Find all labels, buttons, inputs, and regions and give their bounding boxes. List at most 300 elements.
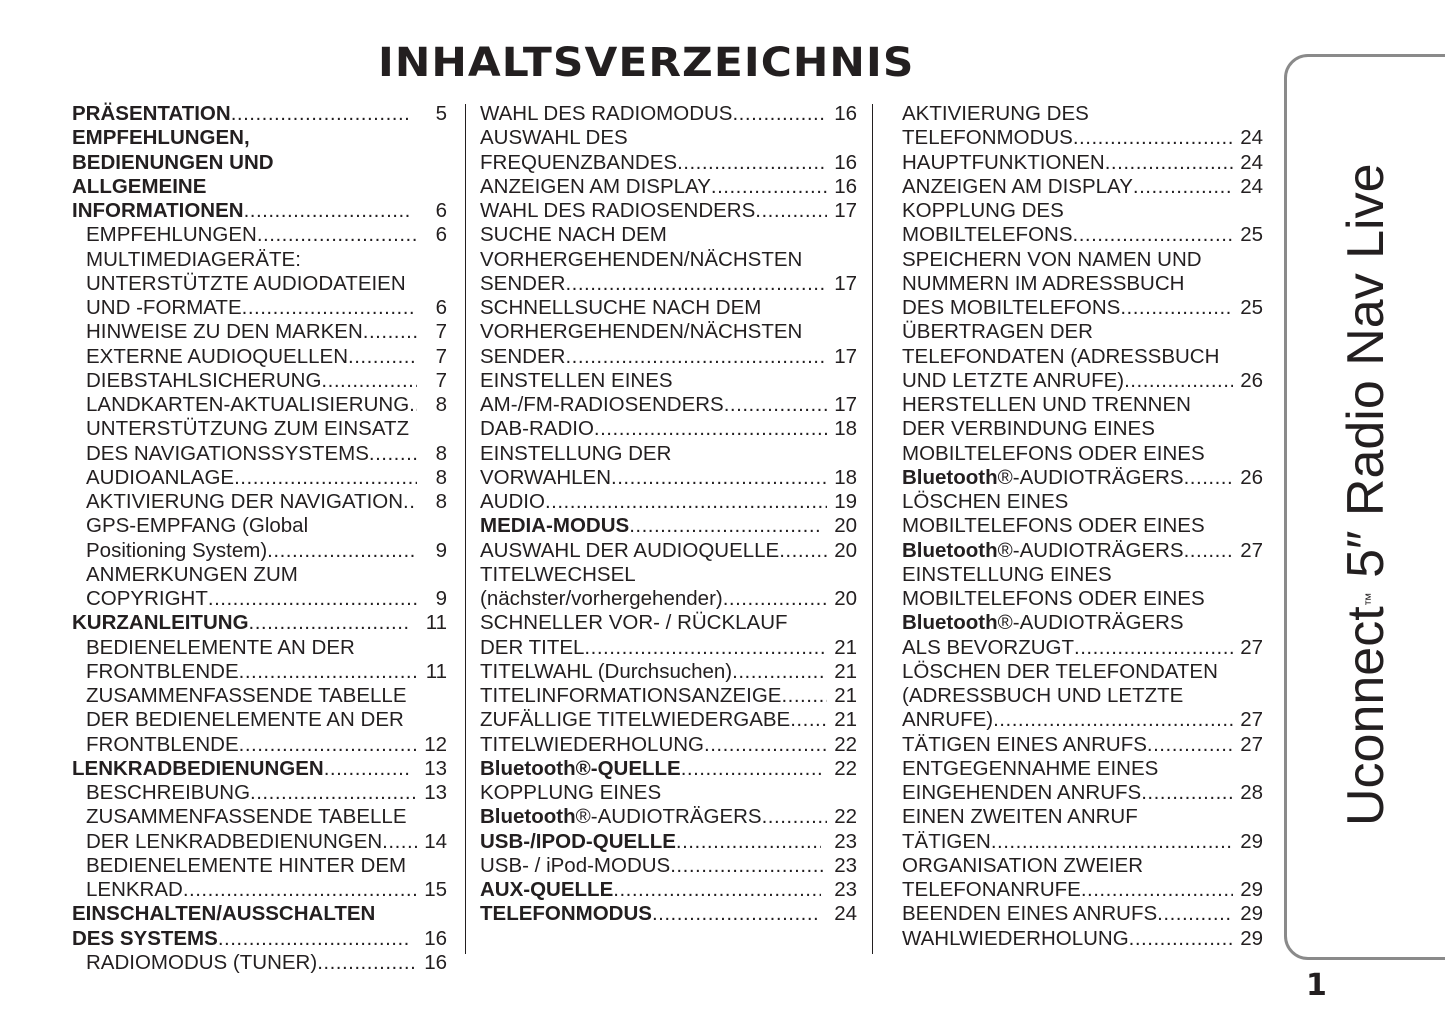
toc-page-number: 8 <box>435 490 447 513</box>
toc-page-number: 19 <box>834 490 857 513</box>
toc-page-number: 29 <box>1240 926 1263 950</box>
toc-entry <box>480 369 857 393</box>
dot-leader <box>324 757 411 781</box>
toc-entry <box>72 539 447 563</box>
toc-entry-label: MOBILTELEFONS <box>902 223 1073 247</box>
toc-page-number: 7 <box>435 368 447 392</box>
dot-leader <box>218 927 411 951</box>
dot-leader <box>250 781 417 805</box>
dot-leader <box>234 466 417 490</box>
dot-leader <box>239 660 417 684</box>
toc-entry-text <box>902 126 1073 150</box>
toc-entry <box>902 393 1263 417</box>
toc-page-number: 13 <box>424 781 447 804</box>
dot-leader <box>267 539 417 563</box>
toc-entry-label: ANRUFE) <box>902 708 994 732</box>
toc-page-number: 7 <box>435 320 447 344</box>
toc-entry-text <box>72 611 249 635</box>
toc-entry-label: USB- / iPod-MODUS <box>480 853 671 877</box>
toc-section-heading <box>480 757 857 781</box>
toc-entry-text <box>72 757 324 781</box>
toc-entry-text <box>86 951 317 975</box>
toc-entry-label: ®-AUDIOTRÄGERS <box>997 538 1184 562</box>
toc-entry-text <box>480 878 613 902</box>
dot-leader <box>711 175 827 199</box>
toc-page-number: 25 <box>1240 223 1263 247</box>
toc-entry <box>902 878 1263 902</box>
toc-entry-text <box>72 902 375 926</box>
toc-entry-label: AUSWAHL DES <box>480 126 628 150</box>
toc-page-number: 17 <box>834 393 857 416</box>
toc-entry-label: ZUSAMMENFASSENDE TABELLE <box>86 805 407 829</box>
toc-page-number: 13 <box>424 756 447 780</box>
toc-entry-text <box>480 539 779 563</box>
dot-leader <box>1105 151 1233 175</box>
toc-entry <box>480 805 857 829</box>
toc-entry <box>902 660 1263 684</box>
toc-entry-text <box>72 199 244 223</box>
trademark-mark: ™ <box>1362 592 1378 607</box>
toc-page-number: 20 <box>834 514 857 538</box>
toc-entry-label: SUCHE NACH DEM <box>480 223 667 247</box>
toc-entry-text <box>902 248 1202 272</box>
dot-leader <box>1157 902 1233 926</box>
toc-entry-text <box>480 320 802 344</box>
dot-leader <box>382 830 417 854</box>
toc-entry-text <box>86 539 267 563</box>
toc-entry-label: TELEFONANRUFE <box>902 878 1081 901</box>
dot-leader <box>584 636 827 660</box>
chapter-tab-title <box>1336 163 1396 826</box>
toc-entry-text <box>86 854 406 878</box>
dot-leader <box>723 587 827 611</box>
toc-entry-label: (nächster/vorhergehender) <box>480 587 723 610</box>
dot-leader <box>613 878 821 902</box>
toc-page-number: 27 <box>1240 732 1263 756</box>
toc-entry <box>480 539 857 563</box>
toc-entry-text <box>902 320 1093 344</box>
toc-entry <box>72 466 447 490</box>
toc-entry-label: MOBILTELEFONS ODER EINES <box>902 587 1205 610</box>
toc-entry <box>72 223 447 247</box>
toc-entry-text <box>86 733 239 757</box>
toc-entry-label: SENDER <box>480 271 566 295</box>
toc-entry-text <box>480 345 565 369</box>
toc-entry-label: SCHNELLSUCHE NACH DEM <box>480 296 762 319</box>
toc-entry-text <box>86 369 321 393</box>
toc-entry-text <box>902 927 1129 951</box>
toc-entry <box>72 684 447 708</box>
dot-leader <box>611 466 827 490</box>
toc-entry-label: TITELWAHL (Durchsuchen) <box>480 659 733 683</box>
toc-entry-text <box>480 466 611 490</box>
toc-entry-text <box>902 199 1064 223</box>
toc-entry-text <box>72 102 231 126</box>
toc-page-number: 22 <box>834 805 857 829</box>
toc-entry-text <box>86 514 308 538</box>
toc-entry <box>902 442 1263 466</box>
toc-entry-text <box>902 466 1184 490</box>
toc-entry-label: MOBILTELEFONS ODER EINES <box>902 441 1205 465</box>
toc-section-heading <box>72 902 447 926</box>
toc-entry <box>902 805 1263 829</box>
toc-entry-label: LANDKARTEN-AKTUALISIERUNG. <box>86 393 415 416</box>
toc-page-number: 24 <box>1240 150 1263 174</box>
toc-entry <box>902 927 1263 951</box>
toc-entry-label: ORGANISATION ZWEIER <box>902 853 1144 877</box>
toc-column-3 <box>902 102 1263 951</box>
dot-leader <box>239 733 417 757</box>
toc-entry-label: DER BEDIENELEMENTE AN DER <box>86 708 404 732</box>
chapter-tab-model: 5″ Radio Nav Live <box>1337 163 1395 593</box>
toc-entry-label: COPYRIGHT <box>86 587 208 610</box>
toc-entry-text <box>480 151 677 175</box>
dot-leader <box>1147 733 1233 757</box>
toc-entry <box>480 199 857 223</box>
toc-entry-text <box>902 757 1158 781</box>
dot-leader <box>249 611 411 635</box>
dot-leader <box>652 902 821 926</box>
dot-leader <box>257 223 417 247</box>
toc-page-number: 27 <box>1240 635 1263 659</box>
toc-page-number: 29 <box>1240 902 1263 926</box>
toc-entry-label: KURZANLEITUNG <box>72 611 249 635</box>
toc-entry-text <box>902 660 1218 684</box>
toc-entry <box>72 320 447 344</box>
toc-entry-label: SPEICHERN VON NAMEN UND <box>902 247 1202 271</box>
toc-page-number: 6 <box>435 296 447 319</box>
toc-page-number: 23 <box>834 853 857 877</box>
toc-entry-text <box>902 345 1219 369</box>
toc-entry-text <box>86 781 250 805</box>
toc-entry <box>72 417 447 441</box>
toc-entry-label: Bluetooth®-QUELLE <box>480 756 681 780</box>
dot-leader <box>704 733 827 757</box>
toc-entry-label: WAHL DES RADIOSENDERS <box>480 199 756 222</box>
toc-entry-text <box>480 733 704 757</box>
toc-entry <box>72 854 447 878</box>
toc-entry <box>480 684 857 708</box>
toc-entry-label: UNTERSTÜTZUNG ZUM EINSATZ <box>86 417 410 441</box>
toc-entry-label: UND -FORMATE <box>86 296 242 319</box>
toc-entry <box>480 102 857 126</box>
toc-entry-text <box>86 684 407 708</box>
toc-entry-label: ALLGEMEINE <box>72 174 207 198</box>
dot-leader <box>348 345 417 369</box>
toc-entry-label: AKTIVIERUNG DER NAVIGATION <box>86 490 404 513</box>
toc-page-number: 21 <box>834 684 857 707</box>
toc-entry <box>902 757 1263 781</box>
toc-entry <box>72 805 447 829</box>
toc-entry <box>480 126 857 150</box>
toc-section-heading <box>72 757 447 781</box>
toc-entry-label: BEDIENELEMENTE AN DER <box>86 635 355 659</box>
dot-leader <box>681 757 821 781</box>
toc-entry-label: KOPPLUNG DES <box>902 199 1064 222</box>
toc-page-number: 9 <box>435 587 447 610</box>
toc-entry-text <box>86 878 183 902</box>
column-divider <box>872 104 873 954</box>
toc-entry-text <box>902 151 1105 175</box>
toc-column-1 <box>72 102 447 975</box>
dot-leader <box>676 830 821 854</box>
toc-page-number: 5 <box>435 102 447 125</box>
toc-entry-label: EINSCHALTEN/AUSSCHALTEN <box>72 902 376 926</box>
toc-entry-label: BEENDEN EINES ANRUFS <box>902 902 1158 926</box>
toc-entry-label: TELEFONMODUS <box>480 902 652 926</box>
toc-section-heading <box>480 514 857 538</box>
toc-entry <box>902 611 1263 635</box>
toc-section-heading <box>72 927 447 951</box>
dot-leader <box>565 345 827 369</box>
dot-leader <box>317 951 417 975</box>
toc-entry-text <box>86 417 409 441</box>
toc-entry-label: MULTIMEDIAGERÄTE: <box>86 247 301 271</box>
toc-entry-text <box>86 805 407 829</box>
toc-section-heading <box>72 102 447 126</box>
toc-entry <box>902 296 1263 320</box>
toc-entry <box>480 708 857 732</box>
toc-section-heading <box>480 878 857 902</box>
toc-entry-text <box>902 563 1112 587</box>
toc-entry-text <box>902 781 1141 805</box>
toc-section-heading <box>72 175 447 199</box>
toc-entry-label: RADIOMODUS (TUNER) <box>86 950 318 974</box>
toc-entry-label: TELEFONDATEN (ADRESSBUCH <box>902 344 1220 368</box>
toc-entry-text <box>86 830 382 854</box>
toc-entry-text <box>902 830 991 854</box>
dot-leader <box>1184 539 1233 563</box>
toc-page-number: 11 <box>425 611 447 635</box>
toc-page-number: 20 <box>834 587 857 610</box>
toc-page-number: 16 <box>424 926 447 950</box>
toc-entry-label: EXTERNE AUDIOQUELLEN <box>86 344 349 368</box>
toc-entry <box>72 296 447 320</box>
toc-entry-label: DER VERBINDUNG EINES <box>902 417 1155 441</box>
toc-page-number: 12 <box>424 732 447 756</box>
toc-entry-text <box>480 417 594 441</box>
toc-entry-text <box>72 927 218 951</box>
toc-section-heading <box>72 126 447 150</box>
toc-entry <box>72 781 447 805</box>
toc-entry-label: VORHERGEHENDEN/NÄCHSTEN <box>480 247 803 271</box>
toc-entry-label: AKTIVIERUNG DES <box>902 102 1089 125</box>
dot-leader <box>991 830 1233 854</box>
toc-entry-text <box>86 393 415 417</box>
toc-entry <box>480 320 857 344</box>
toc-entry <box>72 878 447 902</box>
toc-entry-text <box>480 223 667 247</box>
toc-entry <box>480 733 857 757</box>
toc-entry-label: DER LENKRADBEDIENUNGEN <box>86 829 383 853</box>
toc-entry-label: EINGEHENDEN ANRUFS <box>902 781 1142 804</box>
toc-entry-text <box>480 126 628 150</box>
toc-page-number: 17 <box>834 271 857 295</box>
toc-entry-brand: Bluetooth <box>480 805 576 829</box>
toc-entry-text <box>86 563 298 587</box>
toc-entry <box>902 708 1263 732</box>
toc-entry-text <box>902 708 993 732</box>
toc-section-heading <box>480 830 857 854</box>
toc-entry <box>902 466 1263 490</box>
toc-entry-text <box>72 151 274 175</box>
toc-entry-text <box>86 490 403 514</box>
toc-entry <box>902 563 1263 587</box>
dot-leader <box>1120 296 1233 320</box>
toc-entry-text <box>72 126 250 150</box>
toc-entry-brand: Bluetooth <box>902 465 998 489</box>
toc-entry <box>480 442 857 466</box>
toc-entry-label: DAB-RADIO <box>480 417 594 441</box>
toc-entry-text <box>902 514 1205 538</box>
toc-entry-text <box>480 830 676 854</box>
toc-entry <box>72 587 447 611</box>
toc-entry-text <box>480 587 723 611</box>
toc-page-number: 21 <box>834 659 857 683</box>
toc-entry-text <box>480 660 732 684</box>
toc-page-number: 24 <box>1240 126 1263 150</box>
toc-entry <box>902 417 1263 441</box>
toc-entry-text <box>480 296 761 320</box>
toc-entry-label: VORWAHLEN <box>480 465 611 489</box>
dot-leader <box>403 490 417 514</box>
toc-entry-text <box>480 393 724 417</box>
toc-entry-label: TITELINFORMATIONSANZEIGE <box>480 684 782 707</box>
toc-entry-label: TITELWECHSEL <box>480 562 636 586</box>
toc-entry-label: HAUPTFUNKTIONEN <box>902 150 1105 174</box>
toc-entry-label: TITELWIEDERHOLUNG <box>480 732 704 756</box>
toc-entry <box>902 539 1263 563</box>
toc-entry-label: EINSTELLEN EINES <box>480 368 673 392</box>
toc-page-number: 27 <box>1240 538 1263 562</box>
toc-page-number: 18 <box>834 417 857 441</box>
toc-page-number: 7 <box>435 344 447 368</box>
toc-page-number: 14 <box>424 829 447 853</box>
dot-leader <box>1184 466 1233 490</box>
toc-entry-label: BEDIENUNGEN UND <box>72 150 274 174</box>
toc-entry-label: ÜBERTRAGEN DER <box>902 320 1093 344</box>
dot-leader <box>1141 781 1233 805</box>
toc-entry-label: WAHLWIEDERHOLUNG <box>902 926 1129 950</box>
toc-entry <box>72 660 447 684</box>
toc-entry <box>480 490 857 514</box>
toc-entry <box>902 830 1263 854</box>
toc-entry <box>72 345 447 369</box>
dot-leader <box>594 417 827 441</box>
toc-page-number: 26 <box>1240 465 1263 489</box>
dot-leader <box>244 199 411 223</box>
toc-entry-label: LÖSCHEN EINES <box>902 490 1069 513</box>
dot-leader <box>762 805 827 829</box>
toc-entry-label: UND LETZTE ANRUFE) <box>902 368 1125 392</box>
dot-leader <box>732 660 827 684</box>
toc-entry <box>480 854 857 878</box>
toc-entry-text <box>86 223 257 247</box>
toc-entry-text <box>480 563 636 587</box>
toc-page-number: 16 <box>834 150 857 174</box>
dot-leader <box>369 442 417 466</box>
toc-entry <box>72 393 447 417</box>
toc-column-2 <box>480 102 857 927</box>
toc-entry <box>72 951 447 975</box>
toc-entry <box>480 151 857 175</box>
toc-entry-label: TÄTIGEN <box>902 829 991 853</box>
toc-entry <box>902 684 1263 708</box>
toc-entry-label: ALS BEVORZUGT <box>902 635 1075 659</box>
toc-entry-text <box>902 490 1068 514</box>
toc-entry-label: DES NAVIGATIONSSYSTEMS <box>86 441 369 465</box>
toc-section-heading <box>72 611 447 635</box>
dot-leader <box>779 539 827 563</box>
toc-entry <box>902 733 1263 757</box>
toc-entry-text <box>86 345 348 369</box>
toc-page-number: 27 <box>1240 708 1263 732</box>
toc-entry-text <box>902 684 1183 708</box>
toc-entry-text <box>480 611 788 635</box>
toc-entry-text <box>480 102 732 126</box>
toc-page-number: 8 <box>435 465 447 489</box>
dot-leader <box>1074 636 1233 660</box>
toc-entry <box>480 272 857 296</box>
dot-leader <box>231 102 411 126</box>
toc-entry <box>902 514 1263 538</box>
toc-entry-text <box>902 805 1138 829</box>
toc-entry-label: NUMMERN IM ADRESSBUCH <box>902 271 1185 295</box>
toc-entry <box>902 151 1263 175</box>
toc-page-number: 23 <box>834 829 857 853</box>
toc-entry <box>902 902 1263 926</box>
toc-entry <box>902 320 1263 344</box>
toc-entry <box>902 345 1263 369</box>
toc-page-number: 25 <box>1240 296 1263 319</box>
toc-entry-text <box>902 393 1191 417</box>
toc-entry-label: MEDIA-MODUS <box>480 514 630 538</box>
toc-entry <box>902 781 1263 805</box>
toc-entry-label: ANMERKUNGEN ZUM <box>86 562 298 586</box>
toc-entry-label: FREQUENZBANDES <box>480 150 678 174</box>
toc-entry <box>902 102 1263 126</box>
toc-entry <box>72 563 447 587</box>
dot-leader <box>629 514 821 538</box>
toc-page-number: 29 <box>1240 829 1263 853</box>
toc-entry-label: HINWEISE ZU DEN MARKEN <box>86 320 363 344</box>
toc-entry <box>72 636 447 660</box>
toc-entry-text <box>480 272 565 296</box>
toc-page-number: 11 <box>425 659 447 683</box>
toc-page-number: 9 <box>435 538 447 562</box>
toc-entry <box>480 563 857 587</box>
toc-entry-label: ENTGEGENNAHME EINES <box>902 756 1159 780</box>
dot-leader <box>993 708 1233 732</box>
dot-leader <box>1081 878 1233 902</box>
toc-entry-label: MOBILTELEFONS ODER EINES <box>902 514 1205 538</box>
toc-entry-text <box>480 636 584 660</box>
dot-leader <box>565 272 827 296</box>
toc-entry-label: AUSWAHL DER AUDIOQUELLE <box>480 538 780 562</box>
dot-leader <box>670 854 827 878</box>
toc-entry-label: TELEFONMODUS <box>902 126 1073 150</box>
toc-entry-label: PRÄSENTATION <box>72 102 231 125</box>
toc-entry <box>480 660 857 684</box>
toc-page-number: 17 <box>834 199 857 222</box>
toc-entry <box>480 611 857 635</box>
toc-entry <box>902 272 1263 296</box>
toc-entry <box>72 830 447 854</box>
dot-leader <box>677 151 827 175</box>
page-title: INHALTSVERZEICHNIS <box>378 40 915 86</box>
toc-entry-text <box>480 708 790 732</box>
toc-page-number: 22 <box>834 732 857 756</box>
